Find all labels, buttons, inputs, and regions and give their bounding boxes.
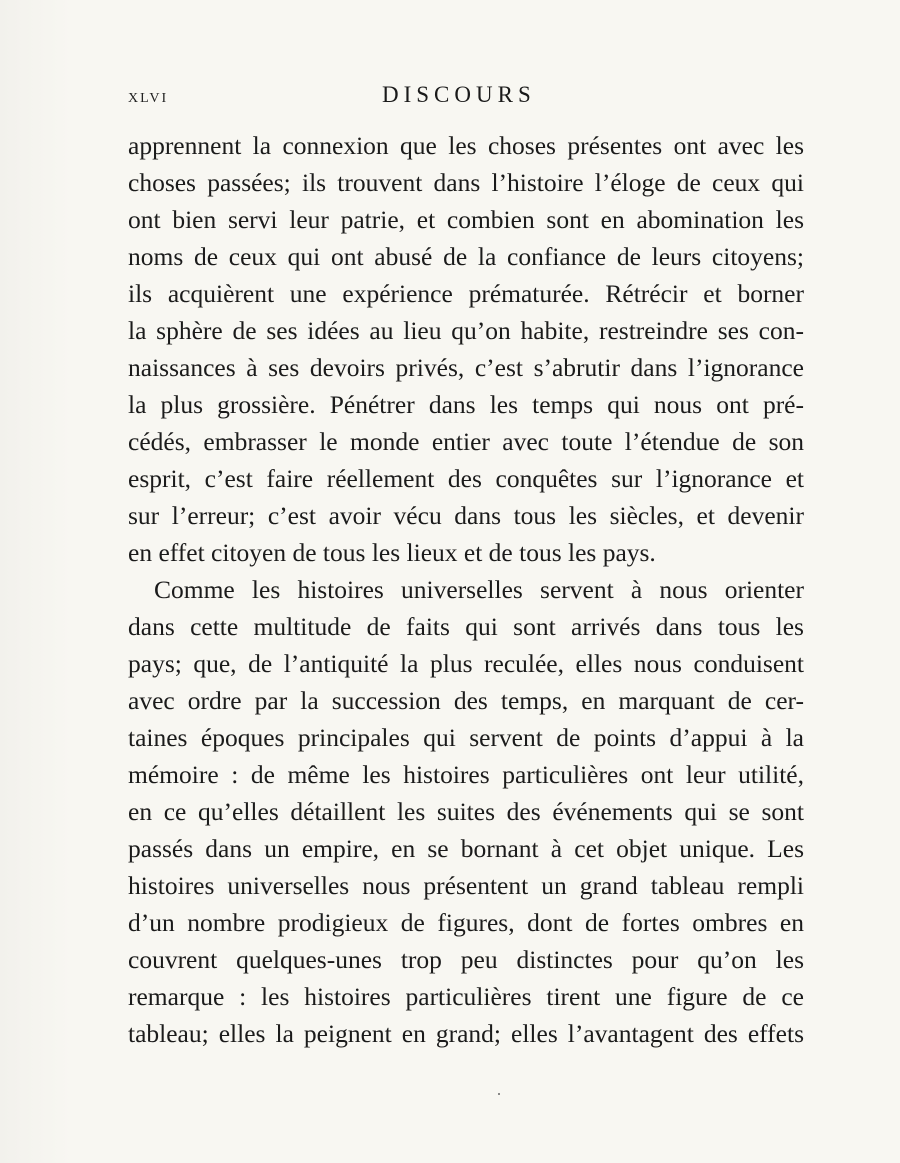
text-line: dans cette multitude de faits qui sont arrivés dans tous les bbox=[128, 612, 804, 641]
text-line: tableau; elles la peignent en grand; elles l’avantagent des effets bbox=[128, 1019, 804, 1048]
text-line: la sphère de ses idées au lieu qu’on habite, restreindre ses con- bbox=[128, 316, 804, 345]
text-line: la plus grossière. Pénétrer dans les temps qui nous ont pré- bbox=[128, 390, 804, 419]
text-line: sur l’erreur; c’est avoir vécu dans tous les siècles, et devenir bbox=[128, 501, 804, 530]
text-line: taines époques principales qui servent de points d’appui à la bbox=[128, 723, 804, 752]
text-line: esprit, c’est faire réellement des conquêtes sur l’ignorance et bbox=[128, 464, 804, 493]
page-header bbox=[128, 82, 804, 110]
body-text bbox=[128, 127, 804, 1052]
paragraph-end-line: en effet citoyen de tous les lieux et de tous les pays. bbox=[128, 538, 656, 567]
text-line: ont bien servi leur patrie, et combien sont en abomination les bbox=[128, 205, 804, 234]
text-line: apprennent la connexion que les choses présentes ont avec les bbox=[128, 131, 804, 160]
text-line: passés dans un empire, en se bornant à cet objet unique. Les bbox=[128, 834, 804, 863]
text-line: en ce qu’elles détaillent les suites des événements qui se sont bbox=[128, 797, 804, 826]
text-line: mémoire : de même les histoires particulières ont leur utilité, bbox=[128, 760, 804, 789]
running-title: DISCOURS bbox=[382, 82, 536, 107]
text-line: noms de ceux qui ont abusé de la confiance de leurs citoyens; bbox=[128, 242, 804, 271]
text-line: couvrent quelques-unes trop peu distinctes pour qu’on les bbox=[128, 945, 804, 974]
text-line: avec ordre par la succession des temps, en marquant de cer- bbox=[128, 686, 804, 715]
text-line: pays; que, de l’antiquité la plus reculée, elles nous conduisent bbox=[128, 649, 804, 678]
text-line: cédés, embrasser le monde entier avec toute l’étendue de son bbox=[128, 427, 804, 456]
text-line: ils acquièrent une expérience prématurée. Rétrécir et borner bbox=[128, 279, 804, 308]
text-line: histoires universelles nous présentent un grand tableau rempli bbox=[128, 871, 804, 900]
paragraph-start-line: Comme les histoires universelles servent à nous orienter bbox=[154, 575, 804, 604]
text-line: remarque : les histoires particulières tirent une figure de ce bbox=[128, 982, 804, 1011]
paper-speck bbox=[498, 1093, 500, 1095]
page-number: XLVI bbox=[128, 91, 169, 106]
text-line: d’un nombre prodigieux de figures, dont de fortes ombres en bbox=[128, 908, 804, 937]
text-line: choses passées; ils trouvent dans l’histoire l’éloge de ceux qui bbox=[128, 168, 804, 197]
text-line: naissances à ses devoirs privés, c’est s’abrutir dans l’ignorance bbox=[128, 353, 804, 382]
